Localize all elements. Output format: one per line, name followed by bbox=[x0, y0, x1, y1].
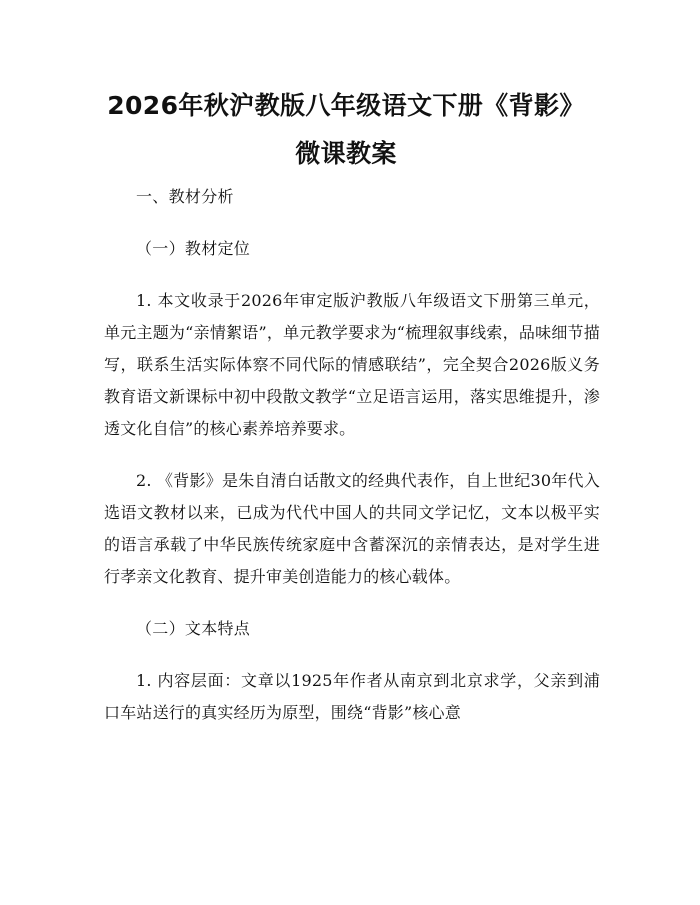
document-title: 2026年秋沪教版八年级语文下册《背影》微课教案 bbox=[107, 91, 585, 168]
section-heading-teaching-material-analysis: 一、教材分析 bbox=[136, 187, 234, 206]
paragraph-1: 1. 本文收录于2026年审定版沪教版八年级语文下册第三单元，单元主题为“亲情絮语”，单元教学要求为“梳理叙事线索，品味细节描写，联系生活实际体察不同代际的情感联结”，完全契合2026版义务教育语文新课标中初中段散文教学“立足语言运用，落实思维提升，渗透文化自信”的核心素养培养要求。 bbox=[104, 291, 600, 438]
subsection-heading-text-features: （二）文本特点 bbox=[136, 619, 251, 638]
document-body bbox=[104, 181, 600, 749]
paragraph-3: 1. 内容层面：文章以1925年作者从南京到北京求学，父亲到浦口车站送行的真实经历为原型，围绕“背影”核心意 bbox=[104, 671, 600, 722]
subsection-heading-material-positioning: （一）教材定位 bbox=[136, 239, 251, 258]
paragraph-2: 2. 《背影》是朱自清白话散文的经典代表作，自上世纪30年代入选语文教材以来，已成为代代中国人的共同文学记忆，文本以极平实的语言承载了中华民族传统家庭中含蓄深沉的亲情表达，是对学生进行孝亲文化教育、提升审美创造能力的核心载体。 bbox=[104, 471, 600, 586]
